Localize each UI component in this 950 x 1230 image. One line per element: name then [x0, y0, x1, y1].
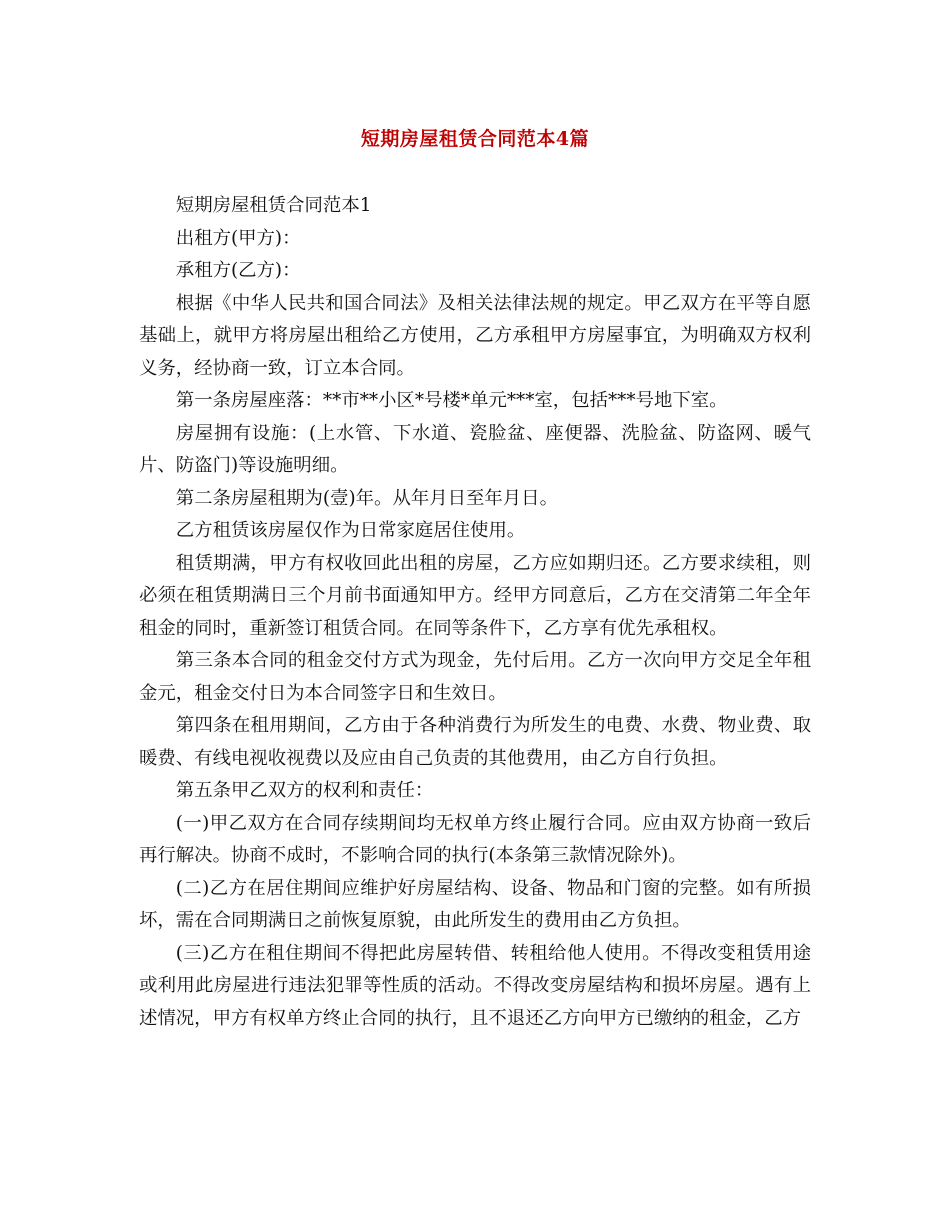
paragraph-clause-1: (一)甲乙双方在合同存续期间均无权单方终止履行合同。应由双方协商一致后再行解决。协商不成时，不影响合同的执行(本条第三款情况除外)。	[139, 812, 811, 866]
paragraph-renewal: 租赁期满，甲方有权收回此出租的房屋，乙方应如期归还。乙方要求续租，则必须在租赁期满日三个月前书面通知甲方。经甲方同意后，乙方在交清第二年全年租金的同时，重新签订租赁合同。在同等条件下，乙方享有优先承租权。	[139, 552, 811, 639]
paragraph-heading-contract-1: 短期房屋租赁合同范本1	[175, 195, 372, 216]
paragraph-lessor: 出租方(甲方)：	[175, 227, 301, 249]
paragraph-article-2: 第二条房屋租期为(壹)年。从年月日至年月日。	[175, 487, 558, 509]
paragraph-article-3: 第三条本合同的租金交付方式为现金，先付后用。乙方一次向甲方交足全年租金元，租金交付日为本合同签字日和生效日。	[139, 650, 811, 704]
paragraph-clause-2: (二)乙方在居住期间应维护好房屋结构、设备、物品和门窗的完整。如有所损坏，需在合同期满日之前恢复原貌，由此所发生的费用由乙方负担。	[139, 877, 811, 931]
paragraph-facilities: 房屋拥有设施：(上水管、下水道、瓷脸盆、座便器、洗脸盆、防盗网、暖气片、防盗门)等设施明细。	[139, 422, 811, 476]
document-title: 短期房屋租赁合同范本4篇	[360, 128, 590, 150]
paragraph-article-4: 第四条在租用期间，乙方由于各种消费行为所发生的电费、水费、物业费、取暖费、有线电视收视费以及应由自己负责的其他费用，由乙方自行负担。	[139, 715, 811, 769]
paragraph-clause-3: (三)乙方在租住期间不得把此房屋转借、转租给他人使用。不得改变租赁用途或利用此房屋进行违法犯罪等性质的活动。不得改变房屋结构和损坏房屋。遇有上述情况，甲方有权单方终止合同的执行，且不退还乙方向甲方已缴纳的租金，乙方	[139, 942, 811, 1029]
paragraph-lessee: 承租方(乙方)：	[175, 260, 301, 281]
paragraph-article-5: 第五条甲乙双方的权利和责任：	[175, 780, 434, 801]
document-body	[139, 190, 811, 1035]
paragraph-usage: 乙方租赁该房屋仅作为日常家庭居住使用。	[175, 520, 526, 541]
paragraph-preamble: 根据《中华人民共和国合同法》及相关法律法规的规定。甲乙双方在平等自愿基础上，就甲方将房屋出租给乙方使用，乙方承租甲方房屋事宜，为明确双方权利义务，经协商一致，订立本合同。	[139, 292, 811, 379]
paragraph-article-1: 第一条房屋座落：**市**小区*号楼*单元***室，包括***号地下室。	[175, 390, 728, 411]
